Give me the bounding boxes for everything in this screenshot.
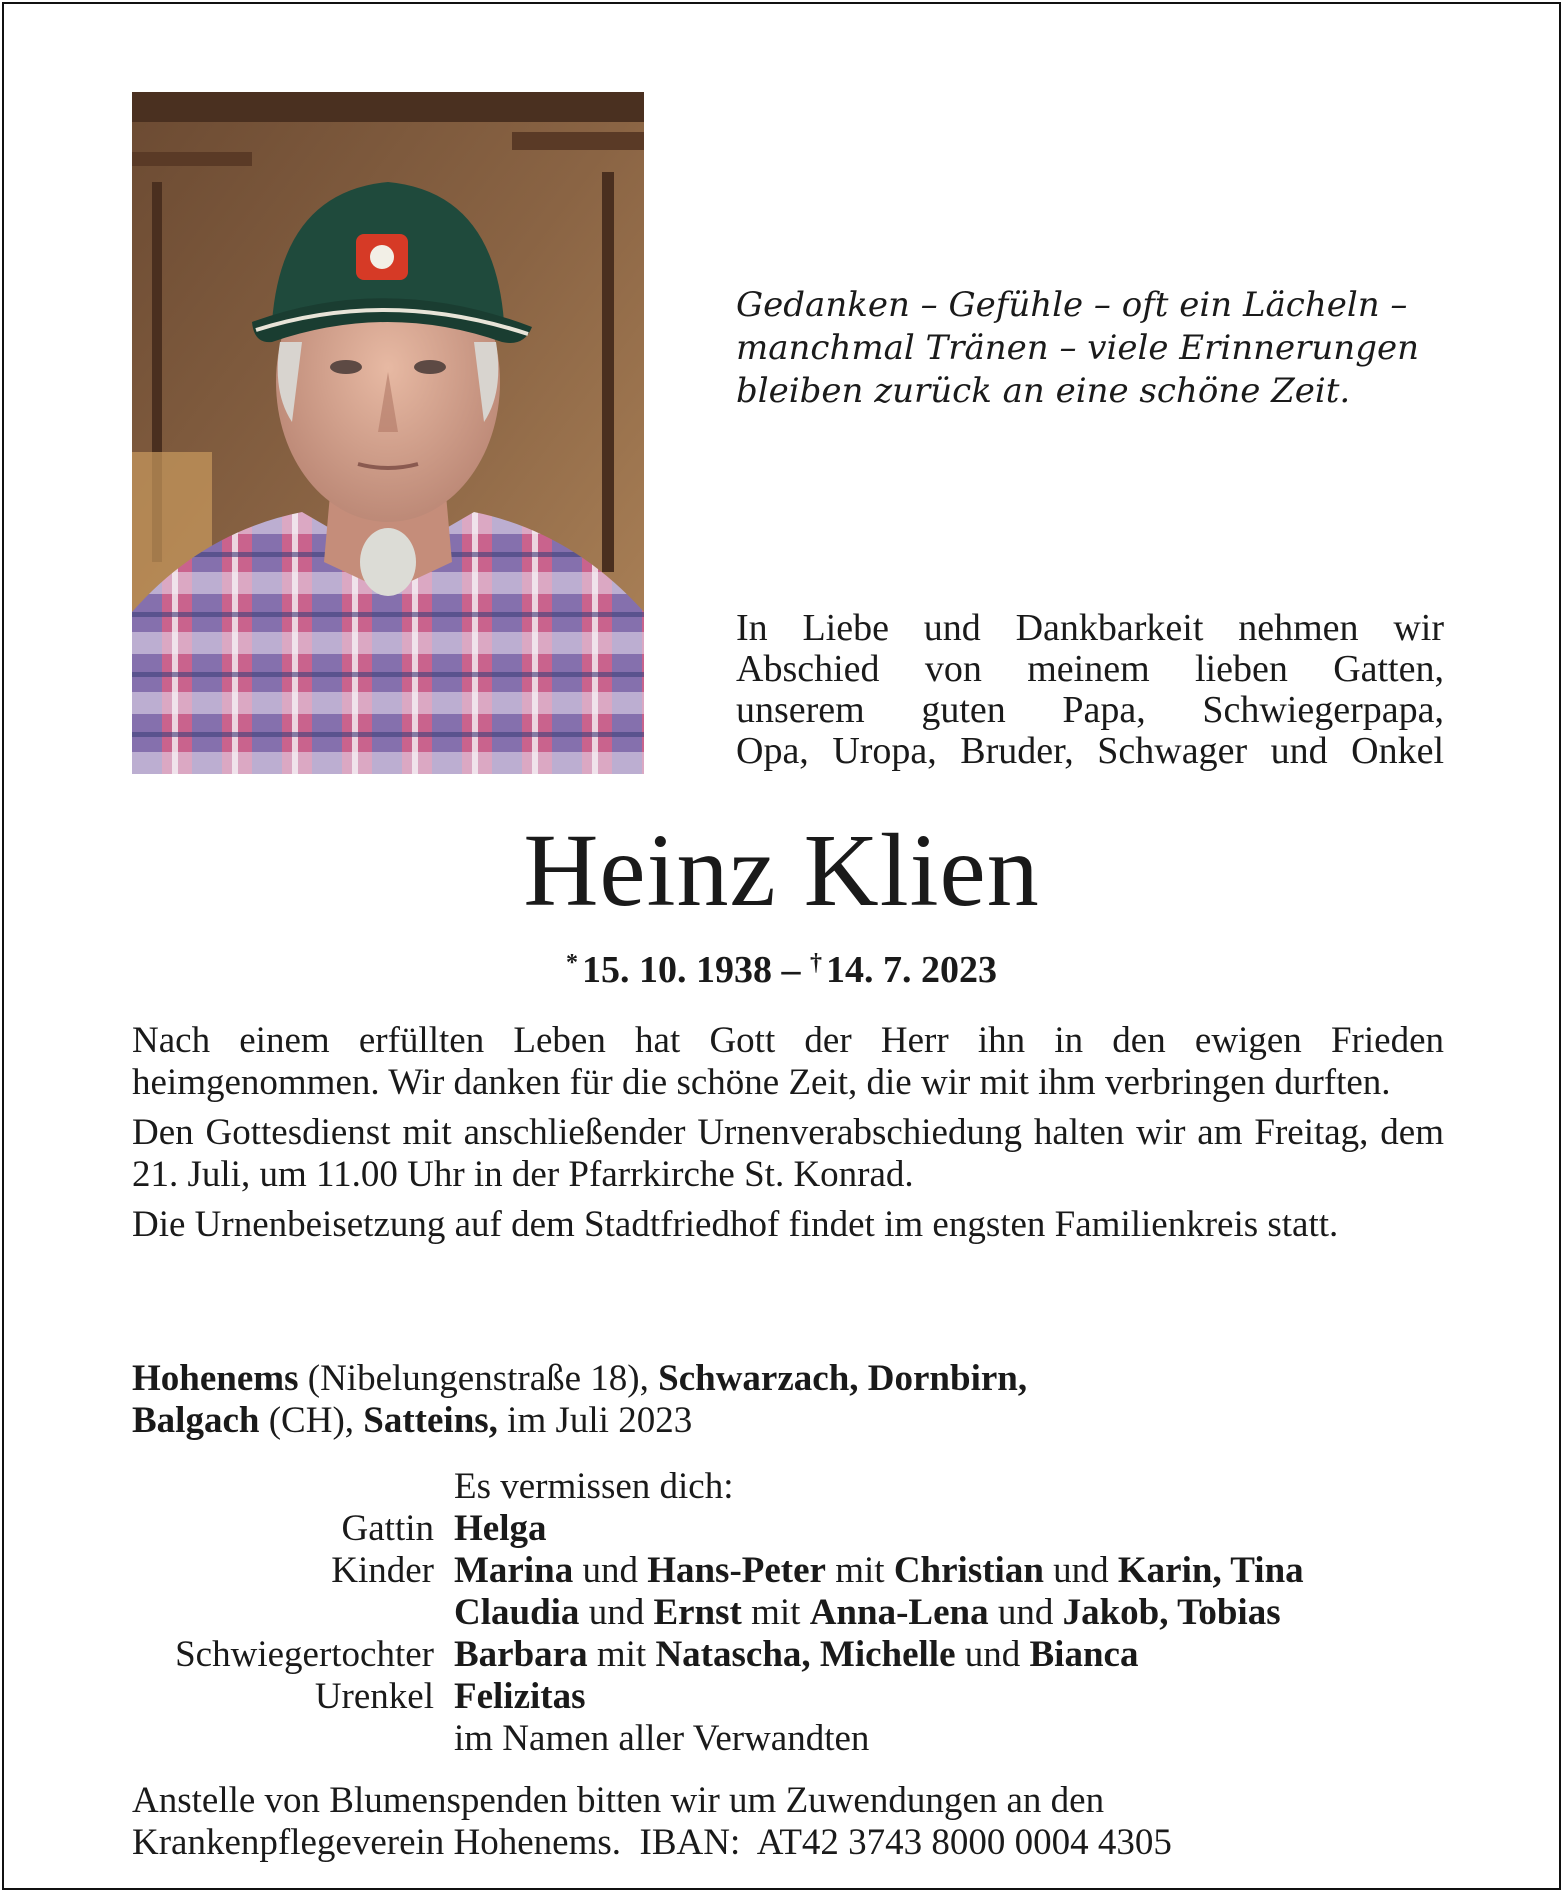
place-note: (CH),	[259, 1400, 364, 1441]
name: Barbara	[454, 1634, 588, 1675]
name: Christian	[893, 1550, 1044, 1591]
conj: und	[573, 1550, 648, 1591]
conj: und	[1043, 1550, 1118, 1591]
birth-mark: *	[566, 950, 578, 976]
obituary-page	[2, 2, 1561, 1890]
place-schwarzach-dornbirn: Schwarzach, Dornbirn,	[658, 1358, 1028, 1399]
name: Claudia	[454, 1592, 580, 1633]
life-dates	[4, 940, 1559, 993]
name: Marina	[454, 1550, 574, 1591]
conj: und	[988, 1592, 1063, 1633]
deceased-name: Heinz Klien	[523, 813, 1040, 928]
relation-label: Kinder	[331, 1550, 434, 1591]
name: Anna-Lena	[809, 1592, 989, 1633]
mourner-names	[454, 1592, 1304, 1634]
conj: und	[955, 1634, 1030, 1675]
conj: mit	[587, 1634, 656, 1675]
intro-line: Abschied von meinem lieben Gatten,	[736, 648, 1444, 690]
place-and-date	[132, 1358, 1444, 1442]
farewell-intro	[736, 608, 1444, 772]
donation-line: Anstelle von Blumenspenden bitten wir um Zuwendungen an den	[132, 1780, 1105, 1821]
death-mark: †	[810, 950, 822, 976]
obituary-text	[132, 1020, 1444, 1254]
mourner-names: Felizitas	[454, 1676, 586, 1717]
paragraph-burial: Die Urnenbeisetzung auf dem Stadtfriedhof findet im engsten Familienkreis statt.	[132, 1204, 1339, 1245]
birth-date: 15. 10. 1938	[582, 949, 772, 991]
mourner-row	[124, 1634, 1304, 1676]
memorial-poem: Gedanken – Gefühle – oft ein Lächeln – manchmal Tränen – viele Erinnerungen bleiben zurück an eine schöne Zeit.	[736, 285, 1419, 411]
paragraph-life: Nach einem erfüllten Leben hat Gott der Herr ihn in den ewigen Frieden heimgenommen. Wir danken für die schöne Zeit, die wir mit ihm verbringen durften.	[132, 1020, 1444, 1103]
conj: und	[579, 1592, 654, 1633]
relation-label: Urenkel	[314, 1676, 434, 1717]
conj: mit	[825, 1550, 894, 1591]
name: Karin, Tina	[1117, 1550, 1304, 1591]
name: Hans-Peter	[647, 1550, 826, 1591]
name: Ernst	[653, 1592, 742, 1633]
donation-line: Krankenpflegeverein Hohenems. IBAN: AT42 3743 8000 0004 4305	[132, 1822, 1172, 1863]
death-date: 14. 7. 2023	[826, 949, 997, 991]
intro-line: Opa, Uropa, Bruder, Schwager und Onkel	[736, 730, 1444, 772]
place-satteins: Satteins,	[363, 1400, 498, 1441]
name: Jakob, Tobias	[1062, 1592, 1281, 1633]
mourner-names	[454, 1634, 1304, 1676]
donation-note	[132, 1780, 1444, 1864]
portrait-image	[132, 92, 644, 774]
place-balgach: Balgach	[132, 1400, 260, 1441]
intro-line: unserem guten Papa, Schwiegerpapa,	[736, 689, 1444, 731]
mourner-row	[124, 1550, 1304, 1592]
relation-label: Schwiegertochter	[175, 1634, 434, 1675]
paragraph-service: Den Gottesdienst mit anschließender Urnenverabschiedung halten wir am Freitag, dem 21. Juli, um 11.00 Uhr in der Pfarrkirche St. Konrad.	[132, 1112, 1444, 1195]
mourner-row	[124, 1676, 1304, 1718]
place-hohenems: Hohenems	[132, 1358, 299, 1399]
mourner-names: Helga	[454, 1508, 547, 1549]
date-separator: –	[772, 949, 810, 991]
mourner-names	[454, 1550, 1304, 1592]
closing-line: im Namen aller Verwandten	[454, 1718, 870, 1759]
mourner-row	[124, 1592, 1304, 1634]
notice-date: im Juli 2023	[497, 1400, 693, 1441]
name: Natascha, Michelle	[655, 1634, 956, 1675]
intro-line: In Liebe und Dankbarkeit nehmen wir	[736, 607, 1444, 649]
place-note: (Nibelungenstraße 18),	[298, 1358, 659, 1399]
mourners-heading: Es vermissen dich:	[454, 1466, 734, 1507]
relation-label: Gattin	[341, 1508, 434, 1549]
conj: mit	[741, 1592, 810, 1633]
mourner-row	[124, 1508, 1304, 1550]
portrait-photo	[132, 92, 644, 774]
mourners-list	[124, 1508, 1304, 1718]
name: Bianca	[1029, 1634, 1139, 1675]
